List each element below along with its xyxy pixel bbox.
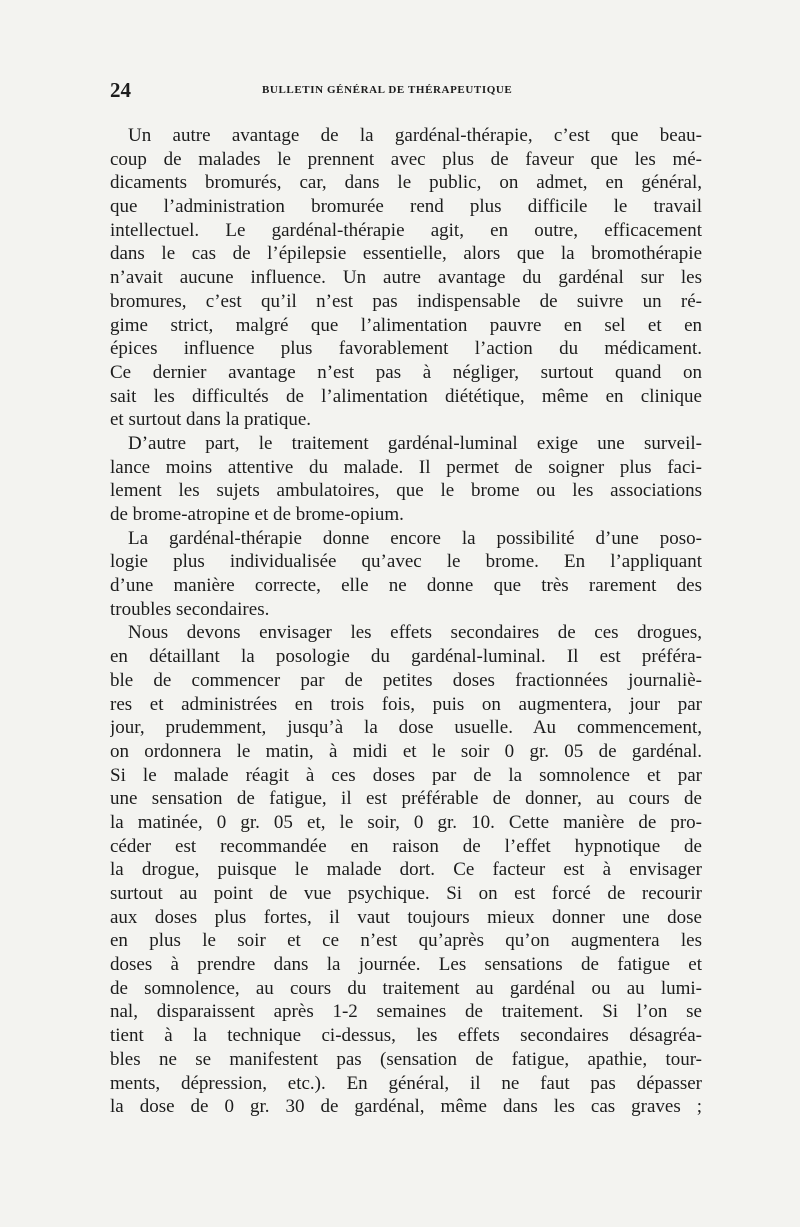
running-head [110, 78, 700, 102]
text-line: Ce dernier avantage n’est pas à négliger, surtout quand on [110, 361, 702, 383]
text-line: que l’administration bromurée rend plus difficile le travail [110, 196, 702, 218]
text-line: lement les sujets ambulatoires, que le brome ou les associations [110, 480, 702, 502]
text-line: bles ne se manifestent pas (sensation de fatigue, apathie, tour- [110, 1048, 702, 1070]
text-line: et surtout dans la pratique. [110, 409, 312, 431]
text-line: en détaillant la posologie du gardénal-luminal. Il est préféra- [110, 646, 702, 668]
body-text [110, 124, 702, 1119]
text-line: nal, disparaissent après 1-2 semaines de traitement. Si l’on se [110, 1001, 702, 1023]
text-line: coup de malades le prennent avec plus de faveur que les mé- [110, 148, 702, 170]
text-line: de somnolence, au cours du traitement au gardénal ou au lumi- [110, 977, 702, 999]
text-line: en plus le soir et ce n’est qu’après qu’on augmentera les [110, 930, 702, 952]
text-line: intellectuel. Le gardénal-thérapie agit, en outre, efficacement [110, 219, 702, 241]
text-line: La gardénal-thérapie donne encore la possibilité d’une poso- [128, 527, 702, 549]
text-line: céder est recommandée en raison de l’effet hypnotique de [110, 835, 702, 857]
text-line: troubles secondaires. [110, 598, 270, 620]
text-line: Nous devons envisager les effets secondaires de ces drogues, [128, 622, 702, 644]
text-line: ments, dépression, etc.). En général, il ne faut pas dépasser [110, 1072, 702, 1094]
text-line: de brome-atropine et de brome-opium. [110, 504, 404, 525]
text-line: gime strict, malgré que l’alimentation pauvre en sel et en [110, 314, 702, 336]
text-line: épices influence plus favorablement l’action du médicament. [110, 338, 702, 360]
text-line: Un autre avantage de la gardénal-thérapie, c’est que beau- [128, 125, 702, 146]
text-line: la dose de 0 gr. 30 de gardénal, même dans les cas graves ; [110, 1096, 702, 1118]
text-line: logie plus individualisée qu’avec le brome. En l’appliquant [110, 551, 702, 573]
text-line: la drogue, puisque le malade dort. Ce facteur est à envisager [110, 859, 702, 881]
text-line: dans le cas de l’épilepsie essentielle, alors que la bromothérapie [110, 243, 702, 265]
page-number: 24 [110, 78, 131, 102]
text-line: jour, prudemment, jusqu’à la dose usuelle. Au commencement, [110, 717, 702, 739]
text-line: ble de commencer par de petites doses fractionnées journaliè- [110, 669, 702, 691]
text-line: lance moins attentive du malade. Il permet de soigner plus faci- [110, 456, 702, 478]
text-line: doses à prendre dans la journée. Les sensations de fatigue et [110, 954, 702, 976]
text-line: la matinée, 0 gr. 05 et, le soir, 0 gr. 10. Cette manière de pro- [110, 811, 702, 833]
text-line: surtout au point de vue psychique. Si on est forcé de recourir [110, 883, 702, 904]
text-line: bromures, c’est qu’il n’est pas indispensable de suivre un ré- [110, 290, 702, 312]
text-line: D’autre part, le traitement gardénal-luminal exige une surveil- [128, 432, 702, 454]
text-line: n’avait aucune influence. Un autre avantage du gardénal sur les [110, 267, 702, 289]
text-line: aux doses plus fortes, il vaut toujours mieux donner une dose [110, 906, 702, 928]
text-line: une sensation de fatigue, il est préférable de donner, au cours de [110, 788, 702, 810]
text-line: d’une manière correcte, elle ne donne que très rarement des [110, 575, 702, 597]
text-line: Si le malade réagit à ces doses par de la somnolence et par [110, 764, 702, 786]
text-line: tient à la technique ci-dessus, les effets secondaires désagréa- [110, 1025, 702, 1047]
text-line: sait les difficultés de l’alimentation diététique, même en clinique [110, 385, 702, 407]
text-line: res et administrées en trois fois, puis on augmentera, jour par [110, 693, 702, 715]
journal-title: BULLETIN GÉNÉRAL DE THÉRAPEUTIQUE [262, 84, 513, 96]
text-line: dicaments bromurés, car, dans le public, on admet, en général, [110, 172, 702, 194]
text-line: on ordonnera le matin, à midi et le soir 0 gr. 05 de gardénal. [110, 740, 702, 762]
